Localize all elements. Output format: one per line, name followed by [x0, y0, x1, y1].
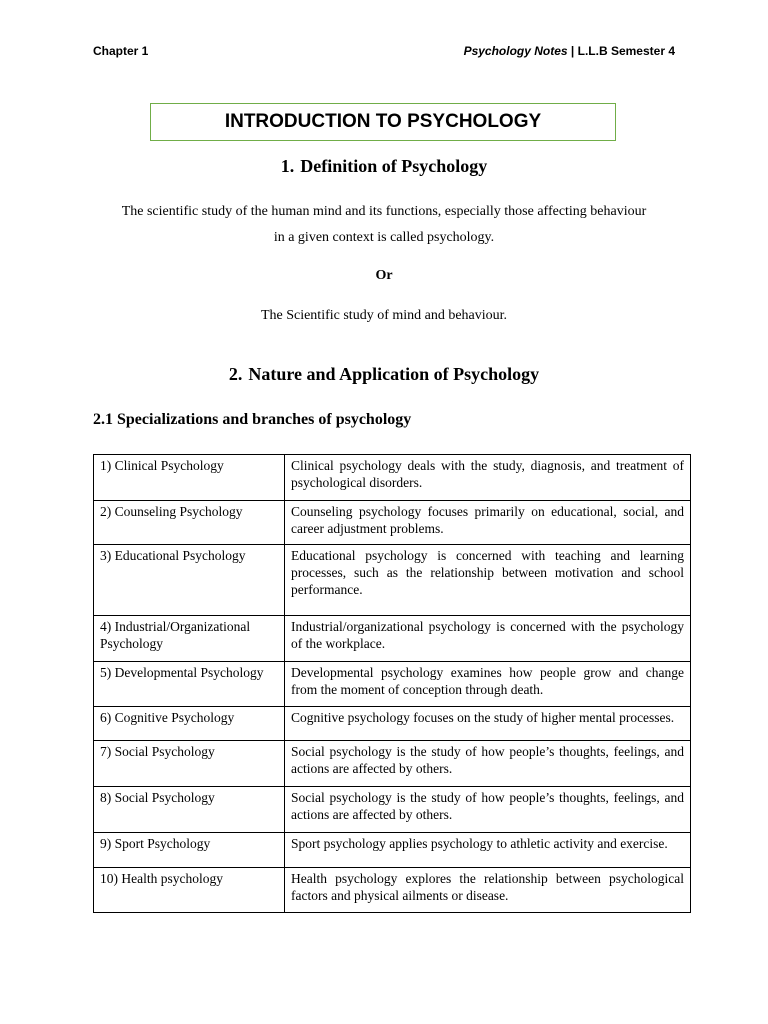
branch-description: Social psychology is the study of how people’s thoughts, feelings, and actions are affected by others.	[285, 787, 691, 833]
branch-description: Health psychology explores the relationship between psychological factors and physical ailments or disease.	[285, 868, 691, 913]
or-separator: Or	[375, 268, 393, 283]
header-course	[464, 44, 675, 58]
section2-subheading: 2.1 Specializations and branches of psychology	[93, 411, 412, 428]
header-semester: L.L.B Semester 4	[577, 44, 675, 58]
branch-name: 3) Educational Psychology	[94, 545, 285, 616]
header-separator: |	[567, 44, 578, 58]
definition-paragraph	[93, 199, 675, 251]
branch-name: 9) Sport Psychology	[94, 833, 285, 868]
section2-number: 2.	[228, 364, 243, 384]
alt-definition: The Scientific study of mind and behaviour.	[260, 308, 508, 323]
branch-description: Cognitive psychology focuses on the study of higher mental processes.	[285, 707, 691, 741]
table-row	[94, 616, 691, 662]
table-row	[94, 545, 691, 616]
branch-name: 4) Industrial/Organizational Psychology	[94, 616, 285, 662]
header-course-title: Psychology Notes	[463, 44, 568, 58]
table-row	[94, 787, 691, 833]
table-row	[94, 455, 691, 501]
document-title: INTRODUCTION TO PSYCHOLOGY	[150, 103, 616, 141]
branch-name: 5) Developmental Psychology	[94, 662, 285, 707]
header-chapter: Chapter 1	[93, 44, 149, 58]
branch-name: 2) Counseling Psychology	[94, 501, 285, 545]
section2-heading	[0, 364, 768, 385]
section1-number: 1.	[280, 156, 295, 176]
section2-title: Nature and Application of Psychology	[248, 364, 540, 384]
table-row	[94, 868, 691, 913]
branch-description: Clinical psychology deals with the study, diagnosis, and treatment of psychological disorders.	[285, 455, 691, 501]
branch-name: 8) Social Psychology	[94, 787, 285, 833]
branch-description: Developmental psychology examines how people grow and change from the moment of conception through death.	[285, 662, 691, 707]
definition-line-1: The scientific study of the human mind and its functions, especially those affecting behaviour	[121, 204, 647, 219]
table-row	[94, 833, 691, 868]
branch-description: Sport psychology applies psychology to athletic activity and exercise.	[285, 833, 691, 868]
branch-description: Industrial/organizational psychology is concerned with the psychology of the workplace.	[285, 616, 691, 662]
table-row	[94, 501, 691, 545]
branch-name: 1) Clinical Psychology	[94, 455, 285, 501]
branches-table	[93, 454, 691, 913]
branch-description: Educational psychology is concerned with teaching and learning processes, such as the relationship between motivation and school performance.	[285, 545, 691, 616]
table-row	[94, 707, 691, 741]
table-row	[94, 662, 691, 707]
branch-description: Counseling psychology focuses primarily on educational, social, and career adjustment problems.	[285, 501, 691, 545]
branch-description: Social psychology is the study of how people’s thoughts, feelings, and actions are affected by others.	[285, 741, 691, 787]
section1-title: Definition of Psychology	[300, 156, 488, 176]
branch-name: 6) Cognitive Psychology	[94, 707, 285, 741]
table-row	[94, 741, 691, 787]
definition-line-2: in a given context is called psychology.	[273, 230, 495, 245]
section1-heading	[0, 156, 768, 177]
branch-name: 10) Health psychology	[94, 868, 285, 913]
branch-name: 7) Social Psychology	[94, 741, 285, 787]
